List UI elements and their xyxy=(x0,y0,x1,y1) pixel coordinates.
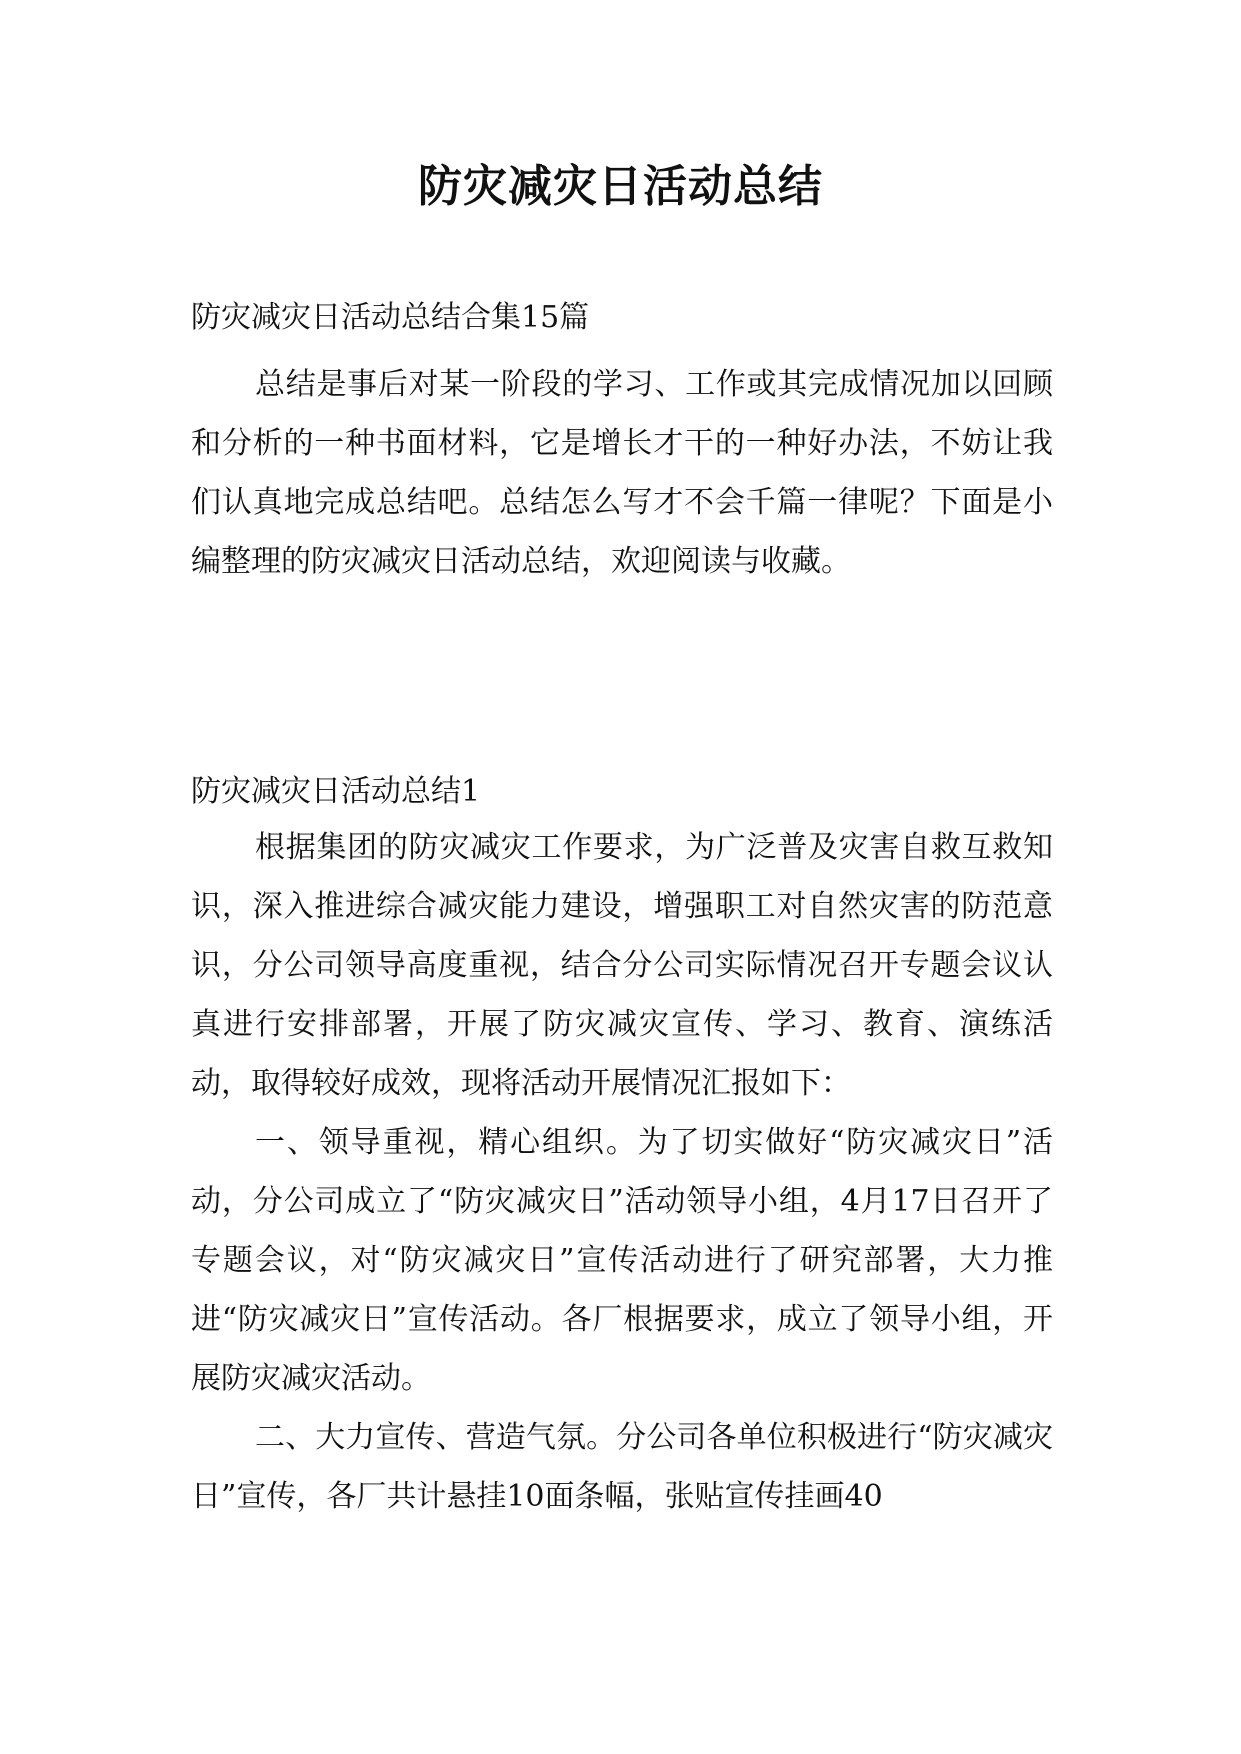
section-heading: 防灾减灾日活动总结1 xyxy=(191,774,481,809)
intro-paragraph: 总结是事后对某一阶段的学习、工作或其完成情况加以回顾和分析的一种书面材料，它是增长才干的一种好办法，不妨让我们认真地完成总结吧。总结怎么写才不会千篇一律呢？下面是小编整理的防灾减灾日活动总结，欢迎阅读与收藏。 xyxy=(191,367,1053,579)
body-paragraph-1: 根据集团的防灾减灾工作要求，为广泛普及灾害自救互救知识，深入推进综合减灾能力建设，增强职工对自然灾害的防范意识，分公司领导高度重视，结合分公司实际情况召开专题会议认真进行安排部署，开展了防灾减灾宣传、学习、教育、演练活动，取得较好成效，现将活动开展情况汇报如下： xyxy=(191,830,1053,1101)
document-subtitle: 防灾减灾日活动总结合集15篇 xyxy=(191,300,590,335)
document-title: 防灾减灾日活动总结 xyxy=(418,161,823,212)
body-paragraph-3: 二、大力宣传、营造气氛。分公司各单位积极进行“防灾减灾日”宣传，各厂共计悬挂10面条幅，张贴宣传挂画40 xyxy=(191,1420,1053,1514)
body-paragraph-2: 一、领导重视，精心组织。为了切实做好“防灾减灾日”活动，分公司成立了“防灾减灾日”活动领导小组，4月17日召开了专题会议，对“防灾减灾日”宣传活动进行了研究部署，大力推进“防灾减灾日”宣传活动。各厂根据要求，成立了领导小组，开展防灾减灾活动。 xyxy=(191,1125,1053,1396)
intro-block xyxy=(191,355,1053,591)
section-body xyxy=(191,818,1053,1526)
